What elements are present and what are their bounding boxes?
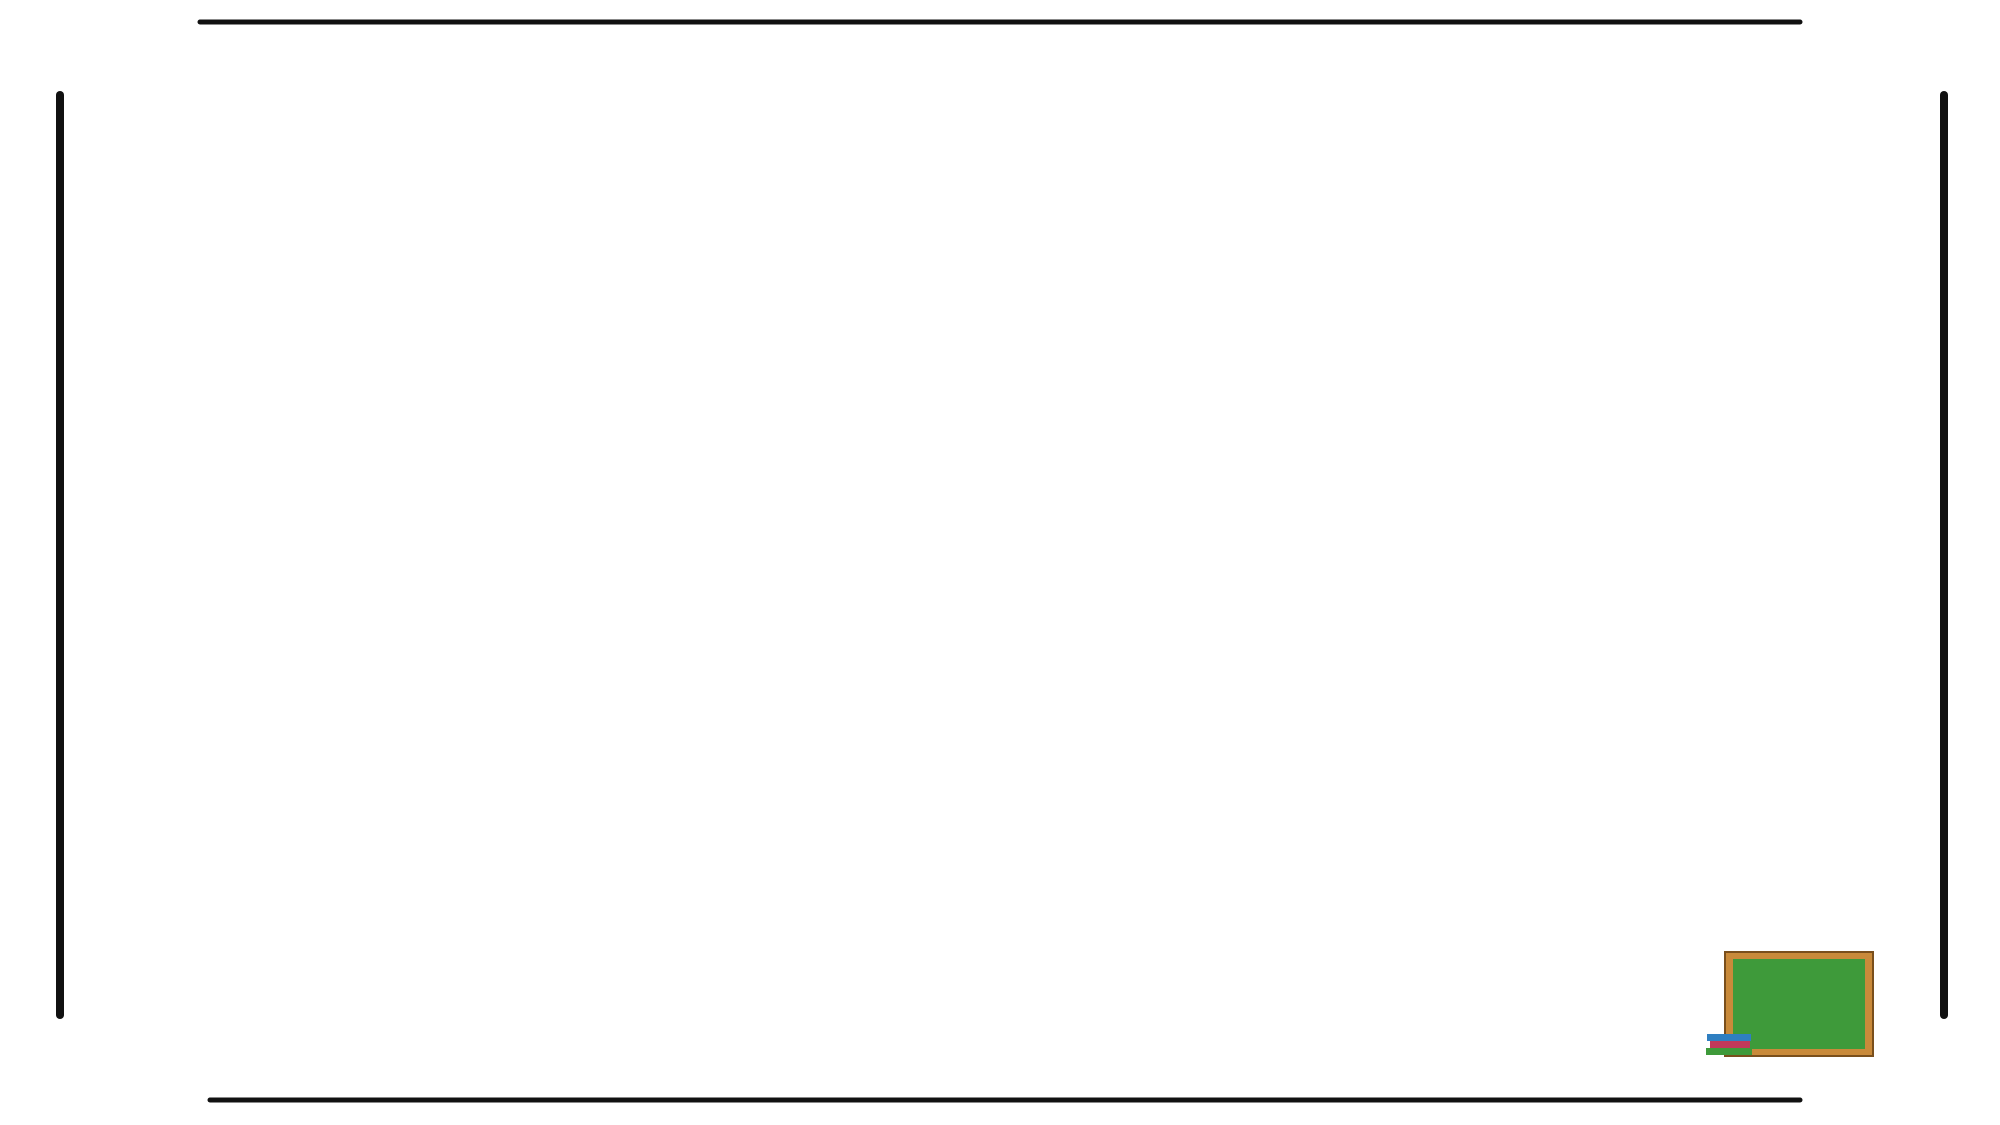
question-table xyxy=(366,473,1636,1062)
orientacion-andujar-logo xyxy=(1705,950,1875,1060)
